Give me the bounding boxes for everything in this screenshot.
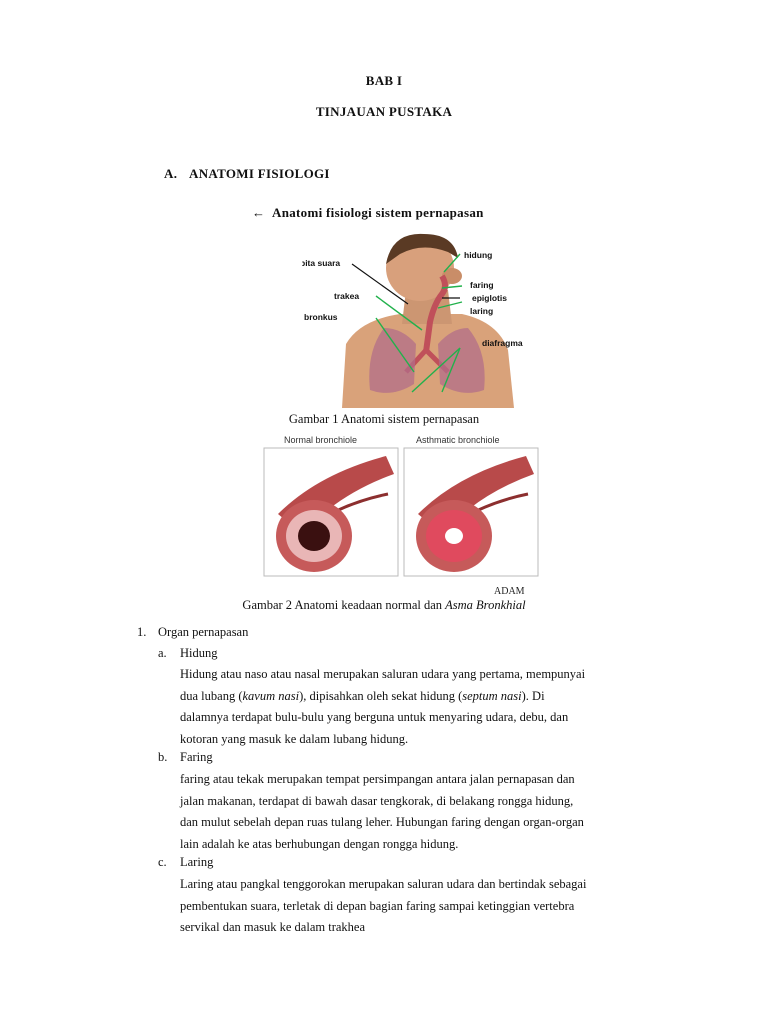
item-letter-a: a. (158, 646, 167, 660)
section-title: ANATOMI FISIOLOGI (189, 166, 330, 181)
label-hidung: hidung (464, 250, 493, 260)
paragraph-laring: Laring atau pangkal tenggorokan merupakan saluran udara dan bertindak sebagai pembentukan suara, terletak di depan bagian faring sampai ketinggian vertebra servikal dan masuk ke dalam trakhea (180, 877, 587, 934)
item-letter-c: c. (158, 855, 167, 869)
respiratory-anatomy-figure (302, 232, 536, 408)
figure1-caption: Gambar 1 Anatomi sistem pernapasan (288, 412, 480, 426)
arrow-bullet-icon: ← (252, 205, 266, 220)
label-bronkus: bronkus (304, 312, 338, 322)
bronchiole-comparison-figure (258, 434, 544, 600)
list-title: Organ pernapasan (158, 625, 249, 639)
label-laring: laring (470, 306, 494, 316)
label-diafragma: diafragma (482, 338, 523, 348)
label-epiglotis: epiglotis (472, 293, 507, 303)
paragraph-faring: faring atau tekak merupakan tempat persimpangan antara jalan pernapasan dan jalan makanan, terdapat di bawah dasar tengkorak, di belakang rongga hidung, dan mulut sebelah depan ruas tulang leher. Hubungan faring dengan organ-organ lain adalah ke atas berhubungan dengan rongga hidung. (180, 772, 584, 851)
item-name-faring: Faring (180, 750, 213, 764)
label-trakea: trakea (334, 291, 360, 301)
adam-logo: ADAM (494, 586, 525, 597)
normal-bronchiole-title: Normal bronchiole (284, 435, 358, 445)
figure2-caption: Gambar 2 Anatomi keadaan normal dan Asma Bronkhial (242, 598, 526, 612)
asthmatic-bronchiole-title: Asthmatic bronchiole (416, 435, 500, 445)
chapter-title: TINJAUAN PUSTAKA (315, 104, 453, 119)
paragraph-hidung: Hidung atau naso atau nasal merupakan saluran udara yang pertama, mempunyai dua lubang (kavum nasi), dipisahkan oleh sekat hidung (septum nasi). Di dalamnya terdapat bulu-bulu yang berguna untuk menyaring udara, debu, dan kotoran yang masuk ke dalam lubang hidung. (180, 667, 586, 746)
subtitle: Anatomi fisiologi sistem pernapasan (272, 205, 484, 220)
chapter-number: BAB I (365, 73, 403, 88)
label-faring: faring (470, 280, 494, 290)
item-name-hidung: Hidung (180, 646, 218, 660)
section-letter: A. (164, 166, 178, 181)
item-letter-b: b. (158, 750, 168, 764)
item-name-laring: Laring (180, 855, 214, 869)
list-number: 1. (137, 625, 147, 639)
label-pita-suara: pita suara (302, 258, 341, 268)
